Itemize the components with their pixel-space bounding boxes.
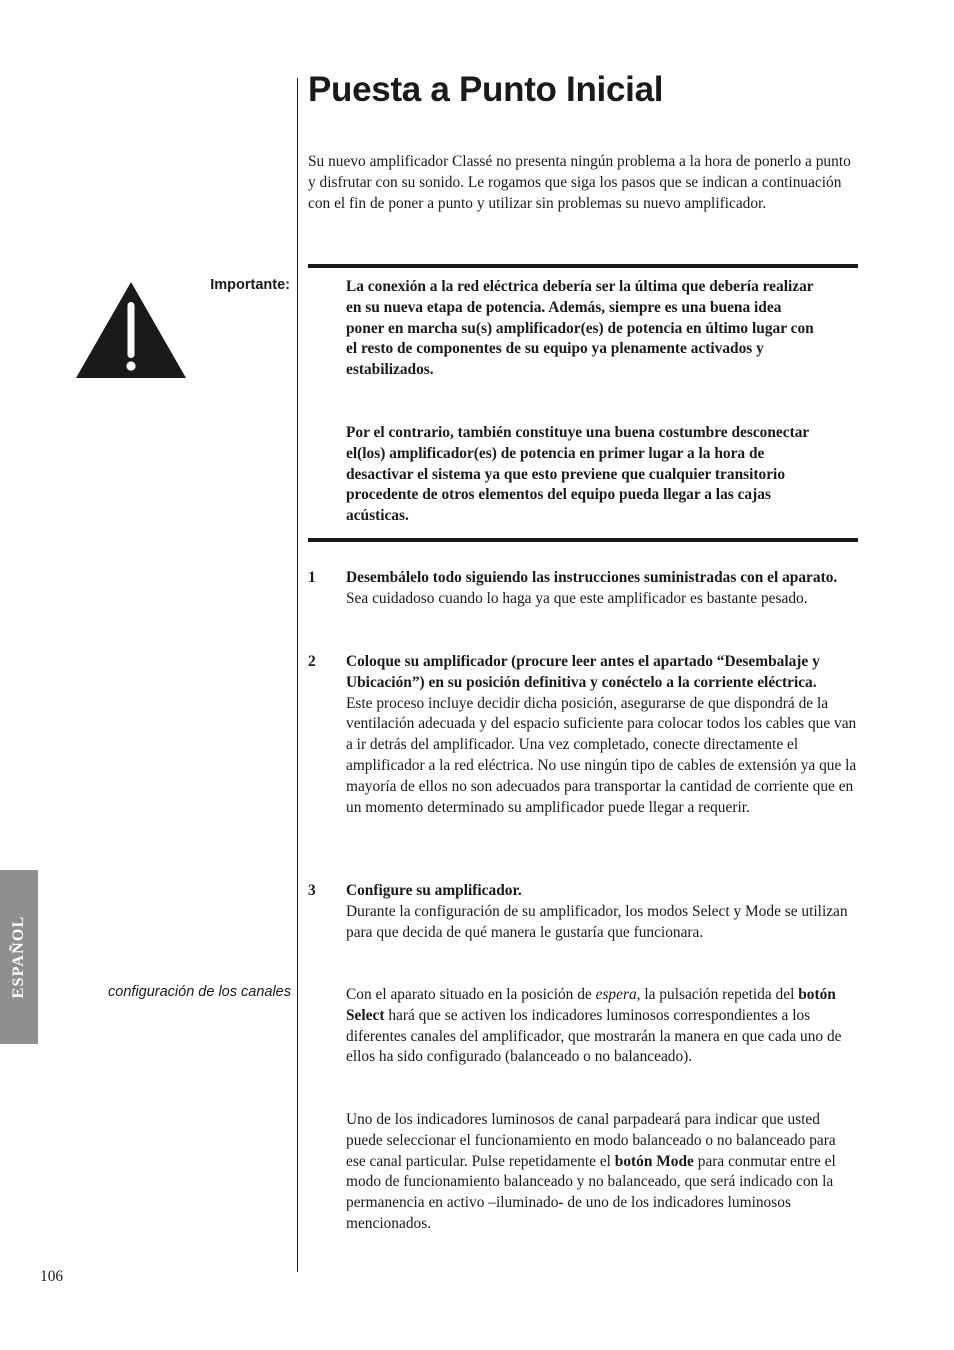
step-number: 2 (308, 653, 316, 670)
step-title: Coloque su amplificador (procure leer antes el apartado “Desembalaje y Ubicación”) en su posición definitiva y conéctelo a la corriente eléctrica. (346, 653, 820, 691)
page-number: 106 (40, 1268, 64, 1285)
channels-paragraph-2 (346, 1110, 846, 1235)
step-title: Configure su amplificador. (346, 882, 522, 899)
text-run-bold: botón Select (346, 986, 836, 1024)
text-run: Uno de los indicadores luminosos de canal parpadeará para indicar que usted puede seleccionar el funcionamiento en modo balanceado o no balanceado para ese canal particular. Pulse repetidamente el (346, 1111, 836, 1170)
important-paragraph-1: La conexión a la red eléctrica debería ser la última que debería realizar en su nueva etapa de potencia. Además, siempre es una buena idea poner en marcha su(s) amplificador(es) de potencia en último lugar con el resto de componentes de su equipo ya plenamente activados y estabilizados. (346, 278, 814, 379)
step-item (346, 652, 860, 818)
intro-paragraph: Su nuevo amplificador Classé no presenta ningún problema a la hora de ponerlo a punto y disfrutar con su sonido. Le rogamos que siga los pasos que se indican a continuación con el fin de poner a punto y utilizar sin problemas su nuevo amplificador. (308, 153, 851, 212)
step-title: Desembálelo todo siguiendo las instrucciones suministradas con el aparato. (346, 569, 838, 586)
important-bottom-rule (308, 538, 858, 542)
language-tab-label: ESPAÑOL (10, 915, 27, 999)
text-run: para conmutar entre el modo de funcionamiento balanceado y no balanceado, que será indicado con la permanencia en activo –iluminado- de uno de los indicadores luminosos mencionados. (346, 1152, 836, 1232)
important-top-rule (308, 264, 858, 268)
text-run: hará que se activen los indicadores luminosos correspondientes a los diferentes canales del amplificador, que mostrarán la manera en que cada uno de ellos ha sido configurado (balanceado o no balanceado). (346, 1006, 842, 1066)
column-divider (297, 78, 298, 1272)
text-run-bold: botón Mode (614, 1152, 694, 1170)
channels-paragraph-1 (346, 985, 846, 1068)
step-item (346, 568, 860, 610)
text-run: , la pulsación repetida del (636, 986, 799, 1003)
important-label: Importante: (210, 277, 290, 293)
step-number: 3 (308, 882, 316, 899)
step-description: Durante la configuración de su amplificador, los modos Select y Mode se utilizan para que decida de qué manera le gustaría que funcionara. (346, 902, 848, 941)
page-title: Puesta a Punto Inicial (308, 70, 664, 109)
language-tab (0, 870, 38, 1044)
step-number: 1 (308, 569, 316, 586)
text-run-italic: espera (595, 986, 637, 1003)
step-item (346, 881, 860, 943)
text-run: Con el aparato situado en la posición de (346, 986, 596, 1003)
section-caption: configuración de los canales (108, 984, 291, 1000)
important-paragraph-2: Por el contrario, también constituye una buena costumbre desconectar el(los) amplificador(es) de potencia en primer lugar a la hora de desactivar el sistema ya que esto previene que cualquier transitorio procedente de otros elementos del equipo pueda llegar a las cajas acústicas. (346, 424, 809, 525)
step-description: Sea cuidadoso cuando lo haga ya que este amplificador es bastante pesado. (346, 589, 808, 607)
warning-triangle-icon (76, 282, 186, 378)
step-description: Este proceso incluye decidir dicha posición, asegurarse de que dispondrá de la ventilación adecuada y del espacio suficiente para colocar todos los cables que van a ir detrás del amplificador. Una vez completado, conecte directamente el amplificador a la red eléctrica. No use ningún tipo de cables de extensión ya que la mayoría de ellos no son adecuados para transportar la cantidad de corriente que en un momento determinado su amplificador puede llegar a requerir. (346, 694, 857, 816)
